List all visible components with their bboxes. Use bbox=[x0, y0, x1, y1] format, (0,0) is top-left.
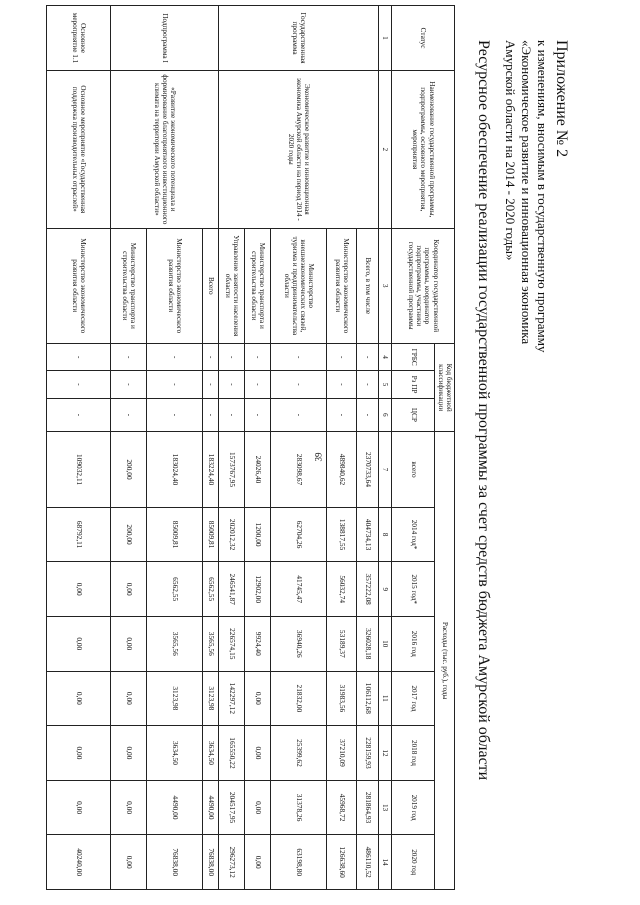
column-number: 1 bbox=[379, 6, 392, 71]
header-status: Статус bbox=[392, 6, 455, 71]
row-value: 3123,98 bbox=[147, 671, 203, 726]
annex-subtitle-line-2: «Экономическое развитие и инновационная экономика bbox=[519, 40, 534, 345]
row-rzpr: - bbox=[111, 371, 147, 398]
row-coordinator: Министерство экономического развития области bbox=[47, 228, 111, 343]
row-value: 12902,00 bbox=[245, 562, 271, 617]
row-coordinator: Министерство транспорта и строительства области bbox=[245, 228, 271, 343]
row-value: 109032,11 bbox=[47, 432, 111, 508]
row-value: 3565,56 bbox=[147, 616, 203, 671]
row-value: 2370733,64 bbox=[357, 432, 379, 508]
row-value: 21832,00 bbox=[271, 671, 327, 726]
header-rzpr: Рз ПР bbox=[392, 371, 435, 398]
header-2019: 2019 год bbox=[392, 780, 435, 835]
column-number: 3 bbox=[379, 228, 392, 343]
row-rzpr: - bbox=[47, 371, 111, 398]
row-coordinator: Управление занятости населения области bbox=[219, 228, 245, 343]
header-2018: 2018 год bbox=[392, 726, 435, 781]
row-value: 281864,93 bbox=[357, 780, 379, 835]
row-value: 0,00 bbox=[47, 726, 111, 781]
row-value: 31983,56 bbox=[327, 671, 357, 726]
row-value: 200,00 bbox=[111, 432, 147, 508]
row-rzpr: - bbox=[147, 371, 203, 398]
row-value: 142297,12 bbox=[219, 671, 245, 726]
row-value: 0,00 bbox=[245, 726, 271, 781]
row-value: 41745,47 bbox=[271, 562, 327, 617]
row-value: 0,00 bbox=[245, 671, 271, 726]
row-status: Основное мероприятие 1.1 bbox=[47, 6, 111, 71]
row-grbs: - bbox=[219, 344, 245, 371]
row-coordinator: Министерство внешнеэкономических связей, туризма и предпринимательства области bbox=[271, 228, 327, 343]
row-csr: - bbox=[245, 398, 271, 432]
row-grbs: - bbox=[357, 344, 379, 371]
row-value: 357222,08 bbox=[357, 562, 379, 617]
column-number: 9 bbox=[379, 562, 392, 617]
row-rzpr: - bbox=[271, 371, 327, 398]
row-value: 76838,00 bbox=[147, 835, 203, 890]
column-numbers-row bbox=[379, 6, 392, 890]
column-number: 7 bbox=[379, 432, 392, 508]
row-value: 3123,98 bbox=[203, 671, 219, 726]
header-2016: 2016 год bbox=[392, 616, 435, 671]
row-value: 0,00 bbox=[245, 780, 271, 835]
row-value: 40240,00 bbox=[47, 835, 111, 890]
row-status: Подпрограмма I bbox=[111, 6, 219, 71]
header-budget-code: Код бюджетной классификации bbox=[435, 344, 455, 432]
annex-title: Приложение № 2 bbox=[553, 40, 570, 158]
row-value: 204517,95 bbox=[219, 780, 245, 835]
header-csr: ЦСР bbox=[392, 398, 435, 432]
row-value: 165550,22 bbox=[219, 726, 245, 781]
row-value: 0,00 bbox=[47, 671, 111, 726]
annex-subtitle-line-1: к изменениям, вносимым в государственную программу bbox=[535, 40, 550, 353]
row-value: 4490,00 bbox=[147, 780, 203, 835]
row-coordinator: Министерство транспорта и строительства области bbox=[111, 228, 147, 343]
row-csr: - bbox=[219, 398, 245, 432]
header-total: всего bbox=[392, 432, 435, 508]
row-value: 228159,93 bbox=[357, 726, 379, 781]
row-value: 283098,67 bbox=[271, 432, 327, 508]
row-grbs: - bbox=[111, 344, 147, 371]
row-rzpr: - bbox=[203, 371, 219, 398]
row-value: 246541,87 bbox=[219, 562, 245, 617]
row-grbs: - bbox=[271, 344, 327, 371]
row-csr: - bbox=[327, 398, 357, 432]
table-row bbox=[203, 6, 219, 890]
row-value: 25399,62 bbox=[271, 726, 327, 781]
row-csr: - bbox=[357, 398, 379, 432]
row-value: 326028,18 bbox=[357, 616, 379, 671]
resource-table bbox=[46, 5, 455, 890]
column-number: 13 bbox=[379, 780, 392, 835]
row-name: Экономическое развитие и инновационная экономика Амурской области на период 2014 - 2020 годы bbox=[219, 71, 379, 228]
row-coordinator: Всего, в том числе bbox=[357, 228, 379, 343]
row-value: 37210,09 bbox=[327, 726, 357, 781]
header-2020: 2020 год bbox=[392, 835, 435, 890]
row-rzpr: - bbox=[219, 371, 245, 398]
row-value: 226574,15 bbox=[219, 616, 245, 671]
row-value: 1200,00 bbox=[245, 507, 271, 562]
row-csr: - bbox=[203, 398, 219, 432]
table-row bbox=[357, 6, 379, 890]
column-number: 14 bbox=[379, 835, 392, 890]
row-value: 3634,50 bbox=[203, 726, 219, 781]
header-name: Наименование государственной программы, подпрограммы, основного мероприятия, мероприятия bbox=[392, 71, 455, 228]
row-value: 1573767,95 bbox=[219, 432, 245, 508]
row-value: 0,00 bbox=[111, 780, 147, 835]
header-grbs: ГРБС bbox=[392, 344, 435, 371]
row-value: 0,00 bbox=[47, 780, 111, 835]
row-value: 0,00 bbox=[111, 726, 147, 781]
row-grbs: - bbox=[203, 344, 219, 371]
row-status: Государственная программа bbox=[219, 6, 379, 71]
table-row bbox=[47, 6, 111, 890]
row-value: 45968,72 bbox=[327, 780, 357, 835]
row-value: 489840,62 bbox=[327, 432, 357, 508]
row-value: 3634,50 bbox=[147, 726, 203, 781]
column-number: 4 bbox=[379, 344, 392, 371]
row-coordinator: Министерство экономического развития области bbox=[327, 228, 357, 343]
row-value: 202012,32 bbox=[219, 507, 245, 562]
column-number: 8 bbox=[379, 507, 392, 562]
row-grbs: - bbox=[327, 344, 357, 371]
row-rzpr: - bbox=[327, 371, 357, 398]
table-title: Ресурсное обеспечение реализации государственной программы за счет средств бюджета Амурской области bbox=[475, 40, 492, 781]
row-value: 3565,56 bbox=[203, 616, 219, 671]
header-coordinator: Координатор государственной программы, координатор подпрограммы, участники государственной программы bbox=[392, 228, 455, 343]
row-value: 138817,55 bbox=[327, 507, 357, 562]
column-number: 5 bbox=[379, 371, 392, 398]
row-value: 4490,00 bbox=[203, 780, 219, 835]
row-value: 6562,55 bbox=[203, 562, 219, 617]
row-grbs: - bbox=[245, 344, 271, 371]
row-value: 183224,40 bbox=[203, 432, 219, 508]
row-value: 0,00 bbox=[111, 562, 147, 617]
row-value: 0,00 bbox=[47, 562, 111, 617]
row-coordinator: Всего bbox=[203, 228, 219, 343]
row-value: 62704,26 bbox=[271, 507, 327, 562]
row-value: 0,00 bbox=[111, 671, 147, 726]
header-2015: 2015 год* bbox=[392, 562, 435, 617]
row-coordinator: Министерство экономического развития области bbox=[147, 228, 203, 343]
row-value: 200,00 bbox=[111, 507, 147, 562]
row-value: 0,00 bbox=[47, 616, 111, 671]
row-value: 0,00 bbox=[111, 616, 147, 671]
column-number: 6 bbox=[379, 398, 392, 432]
column-number: 12 bbox=[379, 726, 392, 781]
row-csr: - bbox=[147, 398, 203, 432]
row-value: 0,00 bbox=[245, 835, 271, 890]
row-name: Основное мероприятие «Государственная поддержка производительных отраслей» bbox=[47, 71, 111, 228]
row-value: 36940,26 bbox=[271, 616, 327, 671]
row-csr: - bbox=[111, 398, 147, 432]
row-value: 486110,52 bbox=[357, 835, 379, 890]
row-csr: - bbox=[271, 398, 327, 432]
row-value: 68792,11 bbox=[47, 507, 111, 562]
annex-subtitle-line-3: Амурской области на 2014 - 2020 годы» bbox=[503, 40, 518, 261]
row-value: 9924,40 bbox=[245, 616, 271, 671]
row-value: 31378,26 bbox=[271, 780, 327, 835]
row-value: 63198,80 bbox=[271, 835, 327, 890]
row-csr: - bbox=[47, 398, 111, 432]
column-number: 11 bbox=[379, 671, 392, 726]
row-rzpr: - bbox=[245, 371, 271, 398]
row-value: 53189,37 bbox=[327, 616, 357, 671]
row-value: 85009,81 bbox=[203, 507, 219, 562]
header-2017: 2017 год bbox=[392, 671, 435, 726]
column-number: 2 bbox=[379, 71, 392, 228]
row-grbs: - bbox=[147, 344, 203, 371]
row-value: 183024,40 bbox=[147, 432, 203, 508]
row-value: 24026,40 bbox=[245, 432, 271, 508]
row-value: 6562,55 bbox=[147, 562, 203, 617]
header-2014: 2014 год* bbox=[392, 507, 435, 562]
row-value: 126638,60 bbox=[327, 835, 357, 890]
row-value: 76838,00 bbox=[203, 835, 219, 890]
row-value: 106112,68 bbox=[357, 671, 379, 726]
row-value: 296273,12 bbox=[219, 835, 245, 890]
row-value: 404734,13 bbox=[357, 507, 379, 562]
column-number: 10 bbox=[379, 616, 392, 671]
row-value: 0,00 bbox=[111, 835, 147, 890]
row-grbs: - bbox=[47, 344, 111, 371]
page-number: 39 bbox=[313, 452, 324, 462]
row-value: 56032,74 bbox=[327, 562, 357, 617]
row-rzpr: - bbox=[357, 371, 379, 398]
row-value: 85009,81 bbox=[147, 507, 203, 562]
header-expenses: Расходы (тыс. руб.), годы bbox=[435, 432, 455, 890]
row-name: «Развитие экономического потенциала и формирование благоприятного инвестиционного климата на территории Амурской области» bbox=[111, 71, 219, 228]
